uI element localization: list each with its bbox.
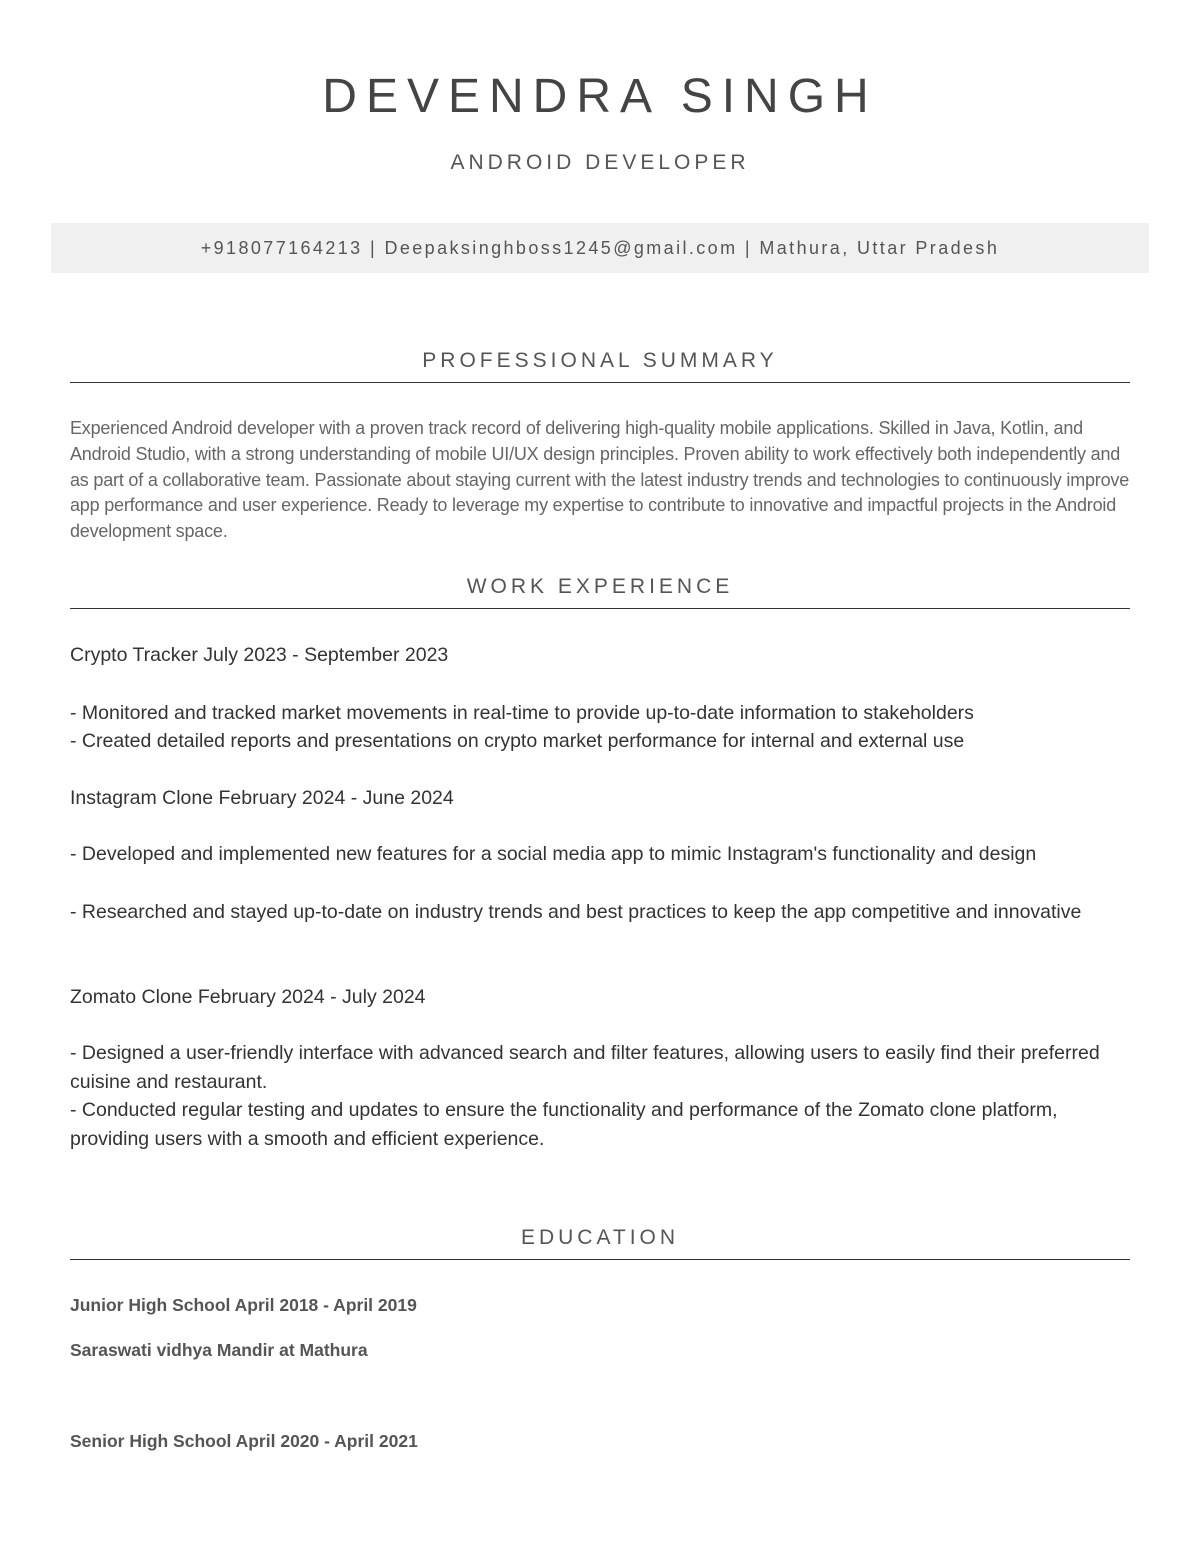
divider: [70, 1259, 1130, 1260]
section-heading-education: EDUCATION: [520, 1226, 680, 1249]
job-bullet: - Conducted regular testing and updates to ensure the functionality and performance of the Zomato clone platform, providing users with a smooth and efficient experience.: [70, 1099, 1058, 1150]
summary-text: Experienced Android developer with a proven track record of delivering high-quality mobile applications. Skilled in Java, Kotlin, and Android Studio, with a strong understanding of mobile UI/UX design principles. Proven ability to work effectively both independently and as part of a collaborative team. Passionate about staying current with the latest industry trends and technologies to continuously improve app performance and user experience. Ready to leverage my expertise to contribute to innovative and impactful projects in the Android development space.: [70, 418, 1130, 542]
job-title: Instagram Clone February 2024 - June 2024: [70, 787, 454, 809]
education-entry: Senior High School April 2020 - April 2021: [70, 1431, 418, 1451]
job-bullet: - Researched and stayed up-to-date on industry trends and best practices to keep the app competitive and innovative: [70, 901, 1082, 923]
candidate-name: DEVENDRA SINGH: [322, 70, 878, 123]
job-bullet: - Monitored and tracked market movements in real-time to provide up-to-date information to stakeholders: [70, 702, 974, 724]
divider: [70, 382, 1130, 383]
education-entry: Junior High School April 2018 - April 2019: [70, 1295, 417, 1315]
job-title: Crypto Tracker July 2023 - September 2023: [70, 644, 449, 666]
contact-bar: +918077164213 | Deepaksinghboss1245@gmail.com | Mathura, Uttar Pradesh: [51, 223, 1149, 273]
divider: [70, 608, 1130, 609]
job-title: Zomato Clone February 2024 - July 2024: [70, 986, 426, 1008]
job-bullet: - Developed and implemented new features for a social media app to mimic Instagram's functionality and design: [70, 843, 1037, 865]
job-bullet: - Designed a user-friendly interface with advanced search and filter features, allowing users to easily find their preferred cuisine and restaurant.: [70, 1042, 1100, 1093]
job-bullet: - Created detailed reports and presentations on crypto market performance for internal and external use: [70, 730, 965, 752]
section-heading-work: WORK EXPERIENCE: [466, 575, 734, 598]
job-role: ANDROID DEVELOPER: [450, 151, 750, 174]
section-heading-summary: PROFESSIONAL SUMMARY: [422, 349, 778, 372]
education-institution: Saraswati vidhya Mandir at Mathura: [70, 1340, 368, 1360]
